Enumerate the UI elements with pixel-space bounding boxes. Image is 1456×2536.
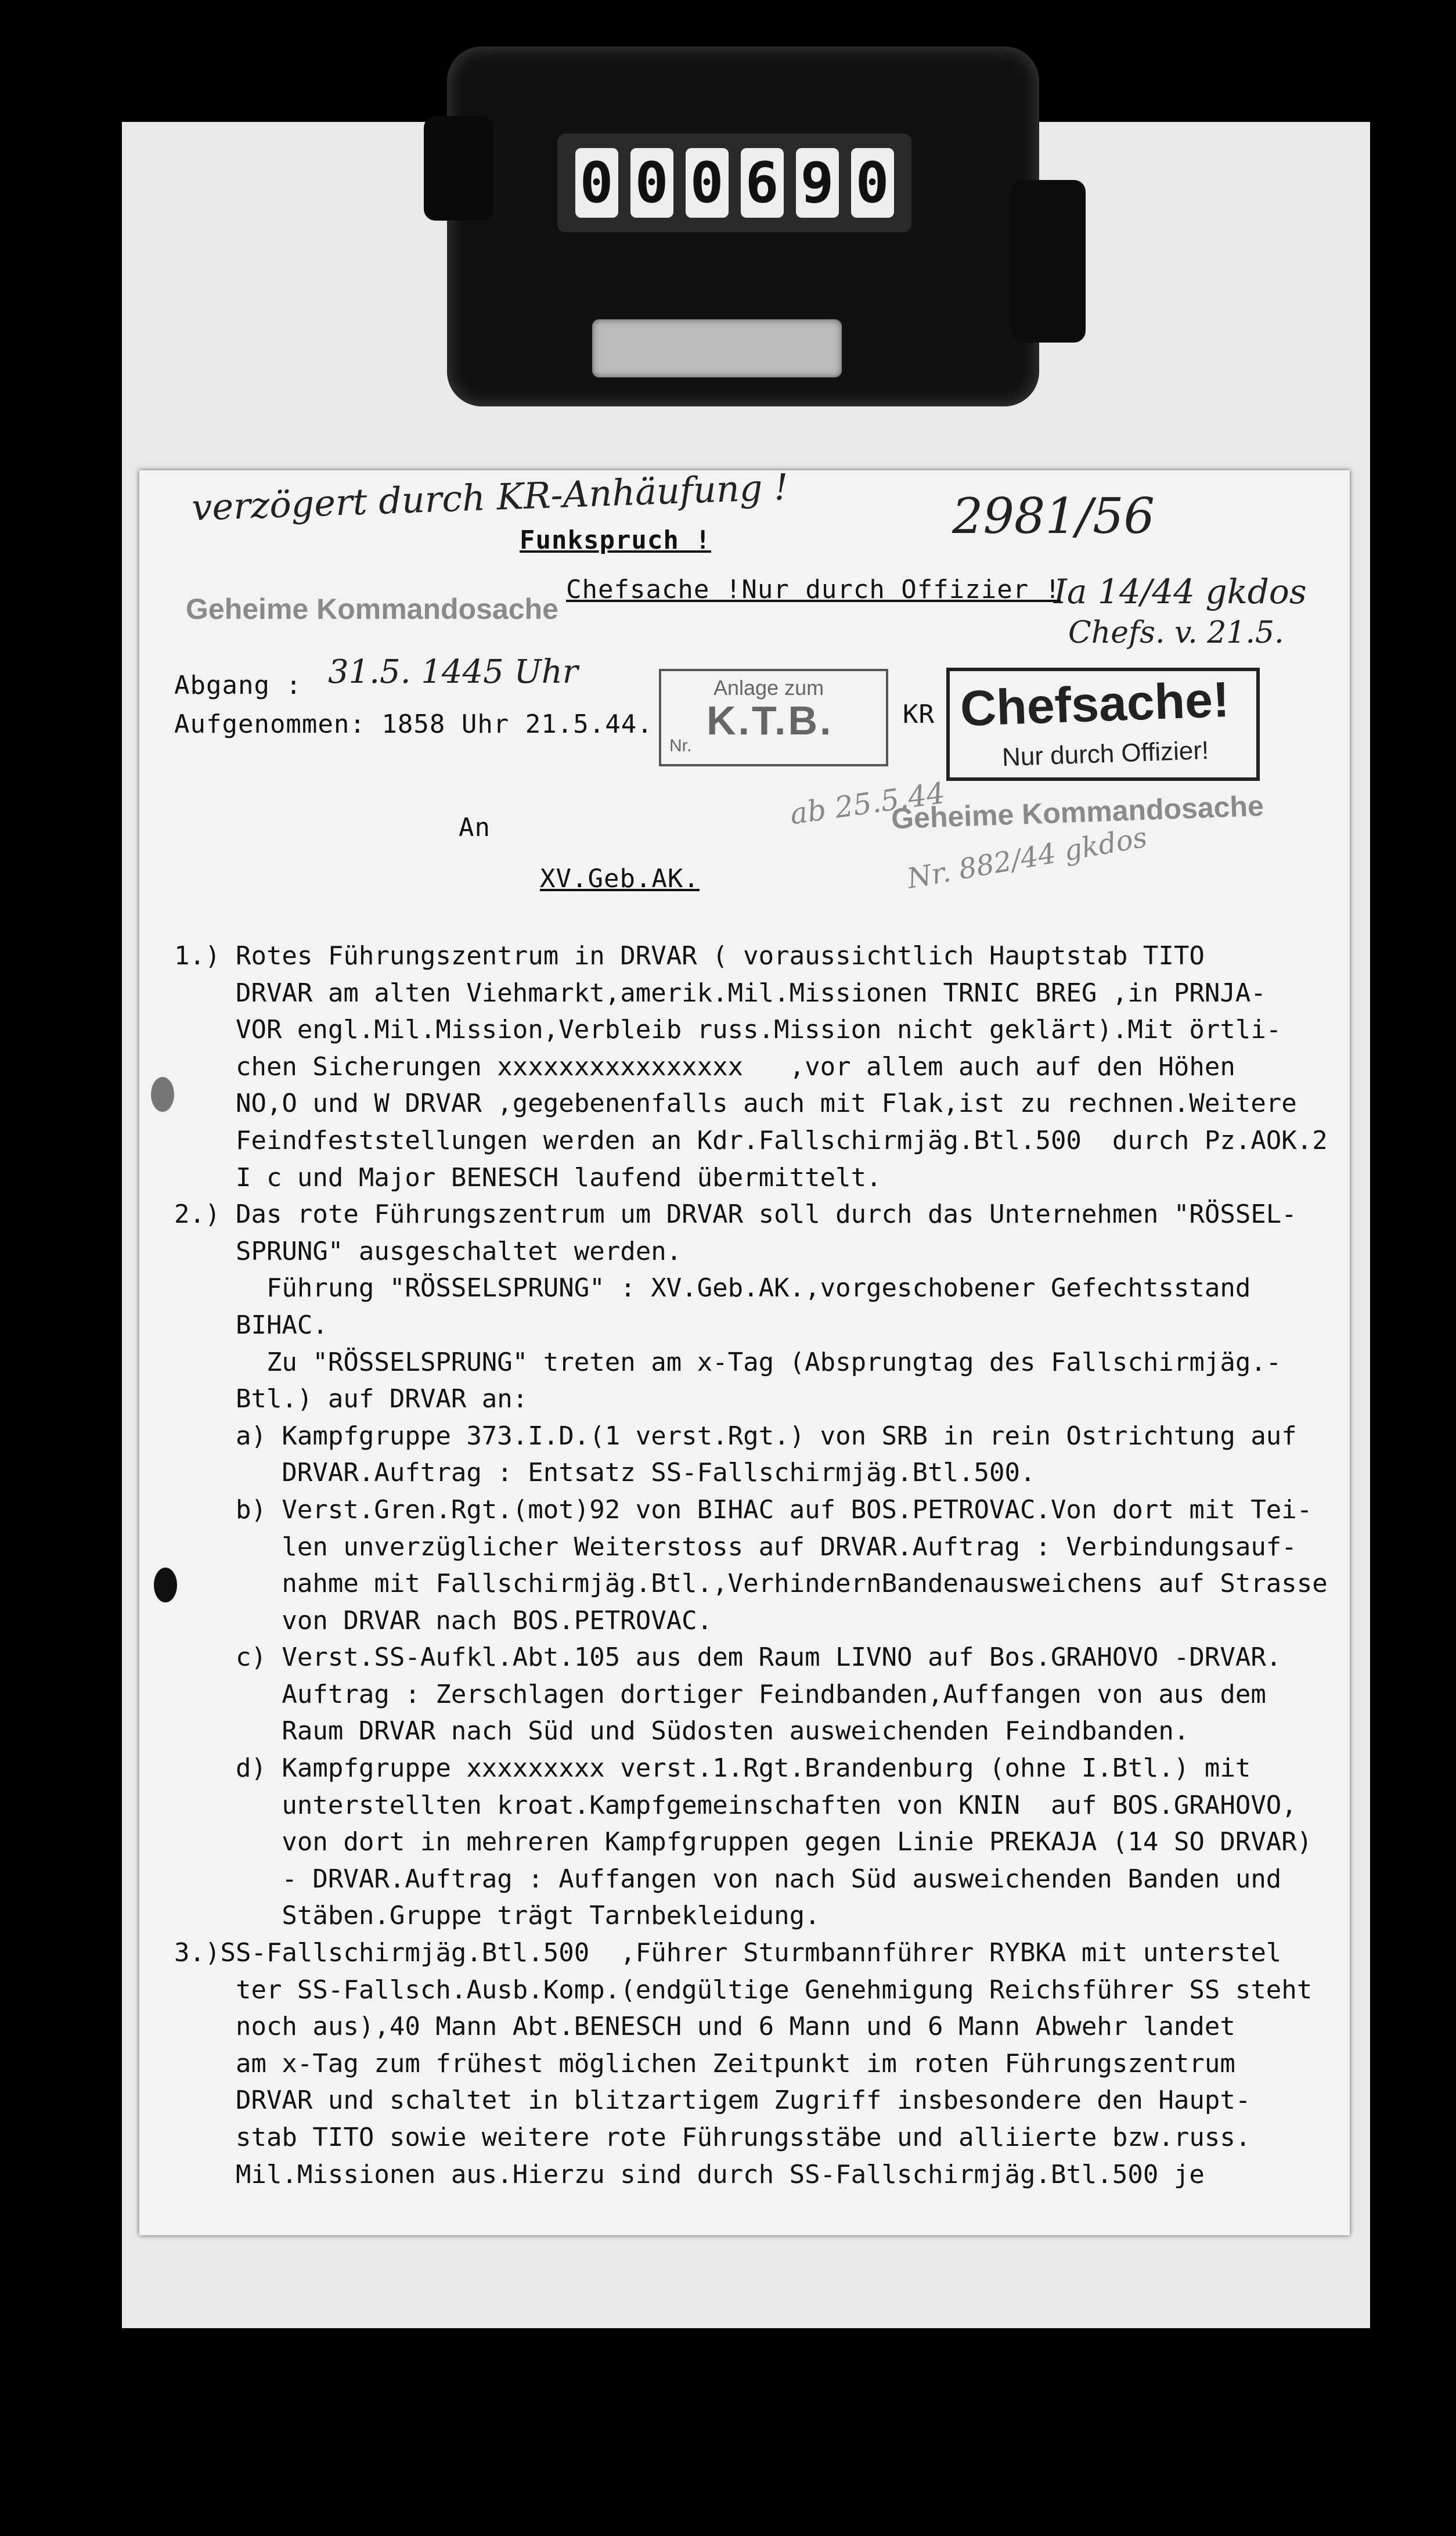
body-line: DRVAR und schaltet in blitzartigem Zugriff insbesondere den Haupt- [174, 2085, 1251, 2116]
aufgenommen-line: Aufgenommen: 1858 Uhr 21.5.44. [174, 709, 653, 739]
counter-knob-right [1010, 180, 1086, 343]
abgang-label: Abgang : [174, 671, 302, 700]
body-line: I c und Major BENESCH laufend übermittelt. [174, 1162, 882, 1193]
ktb-stamp-top: Anlage zum [713, 676, 824, 700]
an-label: An [459, 813, 491, 842]
body-line: VOR engl.Mil.Mission,Verbleib russ.Mission nicht geklärt).Mit örtli- [174, 1015, 1282, 1045]
handwritten-note: verzögert durch KR-Anhäufung ! [191, 466, 790, 529]
ktb-stamp [659, 669, 888, 766]
chefsache-stamp [946, 668, 1260, 781]
kr-label: KR [903, 700, 935, 729]
body-line: noch aus),40 Mann Abt.BENESCH und 6 Mann und 6 Mann Abwehr landet [174, 2012, 1235, 2042]
body-line: Btl.) auf DRVAR an: [174, 1384, 528, 1414]
body-line: 1.) Rotes Führungszentrum in DRVAR ( voraussichtlich Hauptstab TITO [174, 941, 1205, 971]
punch-hole [151, 1077, 174, 1112]
counter-knob-left [424, 116, 493, 221]
handwritten-ab-note: ab 25.5.44 [788, 776, 947, 831]
punch-hole [154, 1568, 177, 1602]
body-line: Zu "RÖSSELSPRUNG" treten am x-Tag (Absprungtag des Fallschirmjäg.- [174, 1347, 1282, 1377]
geheime-header: Geheime Kommandosache [186, 593, 558, 625]
counter-device [447, 46, 1039, 406]
ktb-stamp-main: K.T.B. [707, 698, 834, 743]
counter-digit: 0 [686, 148, 729, 218]
body-line: d) Kampfgruppe xxxxxxxxx verst.1.Rgt.Brandenburg (ohne I.Btl.) mit [174, 1753, 1251, 1784]
body-line: Raum DRVAR nach Süd und Südosten ausweichenden Feindbanden. [174, 1716, 1190, 1746]
body-line: len unverzüglicher Weiterstoss auf DRVAR.Auftrag : Verbindungsauf- [174, 1532, 1297, 1562]
body-line: c) Verst.SS-Aufkl.Abt.105 aus dem Raum LIVNO auf Bos.GRAHOVO -DRVAR. [174, 1642, 1282, 1673]
body-line: Feindfeststellungen werden an Kdr.Fallschirmjäg.Btl.500 durch Pz.AOK.2 [174, 1125, 1328, 1155]
body-line: SPRUNG" ausgeschaltet werden. [174, 1236, 682, 1266]
recipient: XV.Geb.AK. [540, 864, 700, 894]
chefsache-stamp-sub: Nur durch Offizier! [1001, 736, 1209, 772]
handwritten-doc-number: 2981/56 [952, 488, 1155, 545]
body-line: Führung "RÖSSELSPRUNG" : XV.Geb.AK.,vorgeschobener Gefechtsstand [174, 1273, 1251, 1303]
counter-digit: 9 [796, 148, 839, 218]
body-line: am x-Tag zum frühest möglichen Zeitpunkt im roten Führungszentrum [174, 2048, 1235, 2078]
body-line: - DRVAR.Auftrag : Auffangen von nach Süd ausweichenden Banden und [174, 1864, 1282, 1894]
document-title: Funkspruch ! [520, 525, 711, 555]
chefsache-stamp-main: Chefsache! [959, 671, 1231, 737]
counter-digit: 0 [851, 148, 894, 218]
handwritten-abgang-time: 31.5. 1445 Uhr [328, 653, 578, 691]
handwritten-chef-note: Chefs. v. 21.5. [1068, 615, 1284, 650]
body-line: ter SS-Fallsch.Ausb.Komp.(endgültige Genehmigung Reichsführer SS steht [174, 1975, 1313, 2005]
body-line: Stäben.Gruppe trägt Tarnbekleidung. [174, 1901, 820, 1931]
body-line: stab TITO sowie weitere rote Führungsstäbe und alliierte bzw.russ. [174, 2123, 1251, 2152]
counter-digit: 6 [741, 148, 784, 218]
body-line: 2.) Das rote Führungszentrum um DRVAR soll durch das Unternehmen "RÖSSEL- [174, 1199, 1297, 1230]
ktb-stamp-nr: Nr. [669, 736, 692, 755]
document-body [174, 938, 1364, 2193]
counter-digit: 0 [575, 148, 618, 218]
body-line: DRVAR am alten Viehmarkt,amerik.Mil.Missionen TRNIC BREG ,in PRNJA- [174, 978, 1266, 1008]
body-line: b) Verst.Gren.Rgt.(mot)92 von BIHAC auf BOS.PETROVAC.Von dort mit Tei- [174, 1494, 1313, 1525]
counter-digit: 0 [630, 148, 673, 218]
body-line: unterstellten kroat.Kampfgemeinschaften von KNIN auf BOS.GRAHOVO, [174, 1790, 1297, 1820]
handwritten-ia-note: Ia 14/44 gkdos [1054, 572, 1307, 611]
handwritten-nr-note: Nr. 882/44 gkdos [904, 821, 1150, 895]
body-line: Auftrag : Zerschlagen dortiger Feindbanden,Auffangen von aus dem [174, 1679, 1266, 1709]
chefsache-line: Chefsache !Nur durch Offizier ! [566, 575, 1061, 604]
body-line: nahme mit Fallschirmjäg.Btl.,VerhindernBandenausweichens auf Strasse [174, 1569, 1328, 1599]
body-line: a) Kampfgruppe 373.I.D.(1 verst.Rgt.) von SRB in rein Ostrichtung auf [174, 1421, 1297, 1451]
counter-window [557, 134, 911, 232]
counter-plate [592, 319, 842, 377]
body-line: BIHAC. [174, 1310, 328, 1340]
body-line: Mil.Missionen aus.Hierzu sind durch SS-Fallschirmjäg.Btl.500 je [174, 2159, 1205, 2189]
body-line: NO,O und W DRVAR ,gegebenenfalls auch mit Flak,ist zu rechnen.Weitere [174, 1089, 1297, 1119]
body-line: DRVAR.Auftrag : Entsatz SS-Fallschirmjäg.Btl.500. [174, 1458, 1036, 1488]
geheime-stamp: Geheime Kommandosache [891, 789, 1264, 835]
body-line: von DRVAR nach BOS.PETROVAC. [174, 1605, 713, 1636]
body-line: von dort in mehreren Kampfgruppen gegen Linie PREKAJA (14 SO DRVAR) [174, 1827, 1313, 1857]
body-line: 3.)SS-Fallschirmjäg.Btl.500 ,Führer Sturmbannführer RYBKA mit unterstel [174, 1938, 1282, 1968]
body-line: chen Sicherungen xxxxxxxxxxxxxxxx ,vor allem auch auf den Höhen [174, 1051, 1235, 1082]
